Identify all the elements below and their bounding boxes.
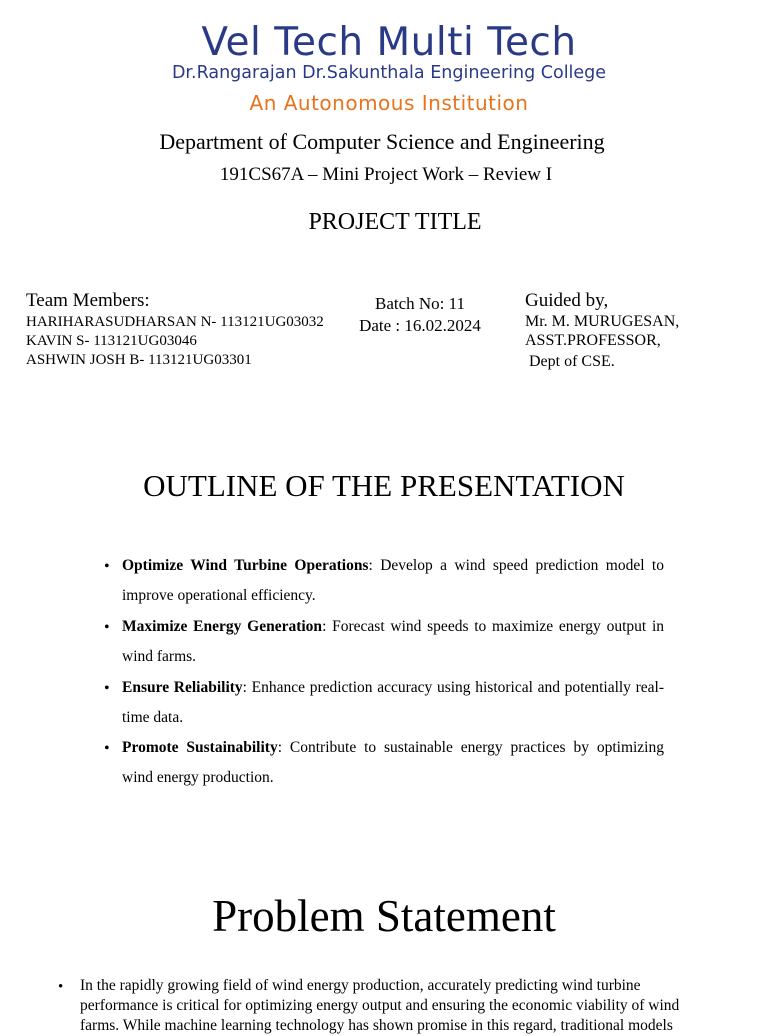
batch-date: Date : 16.02.2024 xyxy=(359,316,481,335)
course-title: 191CS67A – Mini Project Work – Review I xyxy=(219,164,553,185)
bullet-icon: • xyxy=(104,680,110,697)
bullet-icon: • xyxy=(104,740,110,757)
bullet-icon: • xyxy=(104,558,110,575)
team-heading: Team Members: xyxy=(26,290,150,311)
batch-number: Batch No: 11 xyxy=(374,294,466,313)
team-member: KAVIN S- 113121UG03046 xyxy=(26,333,197,349)
guide-line: ASST.PROFESSOR, xyxy=(525,332,661,349)
outline-heading: OUTLINE OF THE PRESENTATION xyxy=(143,468,625,503)
logo-college: Dr.Rangarajan Dr.Sakunthala Engineering College xyxy=(171,63,607,83)
project-title: PROJECT TITLE xyxy=(308,209,482,235)
outline-item-text: : Develop a wind speed prediction model to improve operational efficiency. xyxy=(122,557,664,604)
bullet-icon: • xyxy=(104,619,110,636)
outline-item-text: : Forecast wind speeds to maximize energy output in wind farms. xyxy=(122,618,664,665)
problem-heading: Problem Statement xyxy=(212,891,556,941)
outline-item-bold: Optimize Wind Turbine Operations xyxy=(122,557,369,574)
outline-item xyxy=(122,673,664,733)
outline-item xyxy=(122,551,664,611)
problem-text: In the rapidly growing field of wind energy production, accurately predicting wind turbine performance is critical for optimizing energy output and ensuring the economic viability of wind farms. While machine learning technology has shown promise in this regard, traditional models xyxy=(80,977,680,1034)
outline-item-bold: Maximize Energy Generation xyxy=(122,618,323,635)
team-member: ASHWIN JOSH B- 113121UG03301 xyxy=(26,352,252,368)
outline-item xyxy=(122,733,664,793)
outline-item-bold: Promote Sustainability xyxy=(122,739,278,756)
department-title: Department of Computer Science and Engineering xyxy=(159,129,605,154)
logo-name: Vel Tech Multi Tech xyxy=(201,20,577,65)
outline-item-text: : Enhance prediction accuracy using historical and potentially real-time data. xyxy=(122,679,665,726)
guide-heading: Guided by, xyxy=(525,290,609,311)
logo-autonomous: An Autonomous Institution xyxy=(249,91,529,115)
bullet-icon: • xyxy=(58,979,64,995)
outline-item-text: : Contribute to sustainable energy practices by optimizing wind energy production. xyxy=(122,739,664,786)
guide-line: Mr. M. MURUGESAN, xyxy=(525,313,680,330)
outline-item-bold: Ensure Reliability xyxy=(122,679,243,696)
outline-item xyxy=(122,612,664,672)
guide-line: Dept of CSE. xyxy=(525,353,615,370)
team-member: HARIHARASUDHARSAN N- 113121UG03032 xyxy=(26,314,324,330)
